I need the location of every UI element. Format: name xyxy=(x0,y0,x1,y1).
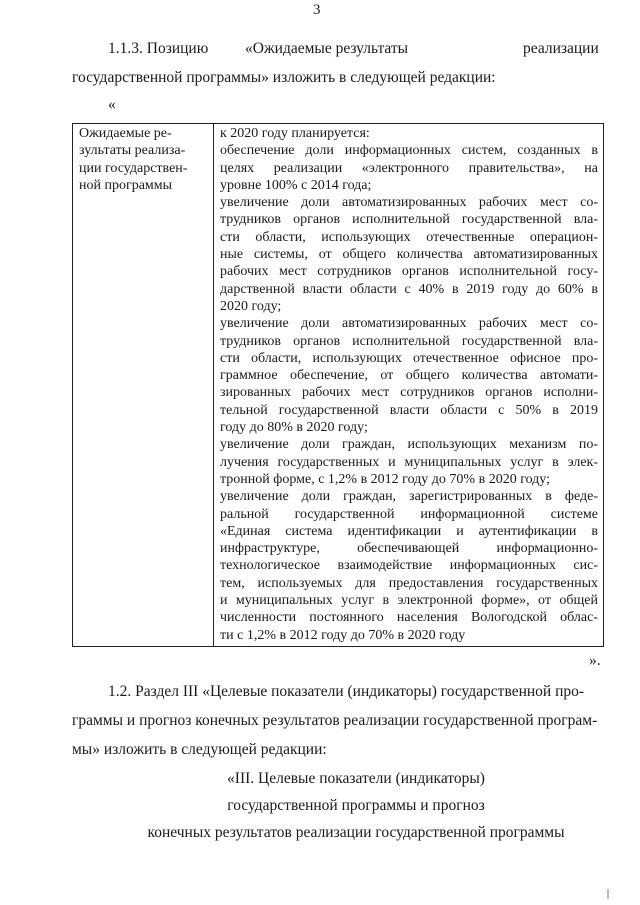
opening-quote: « xyxy=(108,96,116,113)
content-line: году до 80% в 2020 году; xyxy=(220,420,368,436)
content-line: граммное обеспечение, от общего количества автомати- xyxy=(220,368,598,384)
intro-item: 1.1.3. Позицию xyxy=(108,40,209,57)
content-cell xyxy=(214,124,604,647)
heading-line-2: государственной программы и прогноз xyxy=(227,797,485,814)
intro-tail: реализации xyxy=(523,40,599,57)
content-line: численности постоянного населения Вологодской облас- xyxy=(220,610,598,626)
label-line: Ожидаемые ре- xyxy=(79,126,172,141)
content-line: инфраструктуре, обеспечивающей информационно- xyxy=(220,541,598,557)
content-line: сти области, использующих отечественные операцион- xyxy=(220,229,598,245)
closing-quote: ». xyxy=(589,652,601,669)
heading-line-3: конечных результатов реализации государственной программы xyxy=(147,824,565,841)
content-line: целях реализации «электронного правительства», на xyxy=(220,160,598,176)
label-line: зультаты реализа- xyxy=(79,143,186,159)
intro-quoted-title: «Ожидаемые результаты xyxy=(245,40,409,57)
content-line: технологическое взаимодействие информационных сис- xyxy=(220,558,598,574)
section-line-1: 1.2. Раздел III «Целевые показатели (индикаторы) государственной про- xyxy=(108,683,585,700)
intro-line-2: государственной программы» изложить в следующей редакции: xyxy=(72,69,496,86)
content-line: увеличение доли автоматизированных рабочих мест со- xyxy=(220,195,598,211)
content-line: тем, используемых для предоставления государственных xyxy=(220,575,598,591)
content-line: увеличение доли граждан, зарегистрированных в феде- xyxy=(220,489,598,505)
label-cell xyxy=(73,124,214,647)
content-line: трудников органов исполнительной государственной вла- xyxy=(220,333,598,349)
content-line: лучения государственных и муниципальных услуг в элек- xyxy=(220,454,598,470)
label-line: ной программы xyxy=(79,177,173,193)
section-line-3: мы» изложить в следующей редакции: xyxy=(72,741,327,758)
content-line: и муниципальных услуг в электронной форме», от общей xyxy=(220,593,598,609)
content-line: тронной форме, с 1,2% в 2012 году до 70% в 2020 году; xyxy=(220,471,551,487)
label-line: ции государствен- xyxy=(79,160,188,176)
content-line: рабочих мест сотрудников органов исполнительной госу- xyxy=(220,264,598,280)
content-line: зированных рабочих мест сотрудников органов исполни- xyxy=(220,385,598,401)
heading-line-1: «III. Целевые показатели (индикаторы) xyxy=(227,770,485,787)
content-line: уровне 100% с 2014 года; xyxy=(220,177,372,193)
content-line: «Единая система идентификации и аутентификации в xyxy=(220,523,598,539)
results-table xyxy=(72,123,604,647)
content-line: сти области, использующих отечественное офисное про- xyxy=(220,350,598,366)
content-line: ти с 1,2% в 2012 году до 70% в 2020 году xyxy=(220,627,466,643)
content-line: к 2020 году планируется: xyxy=(220,126,370,141)
content-line: дарственной власти области с 40% в 2019 году до 60% в xyxy=(220,281,598,297)
content-line: увеличение доли автоматизированных рабочих мест со- xyxy=(220,316,598,332)
content-line: ные системы, от общего количества автоматизированных xyxy=(220,247,598,263)
content-line: увеличение доли граждан, использующих механизм по- xyxy=(220,437,598,453)
section-line-2: граммы и прогноз конечных результатов реализации государственной програм- xyxy=(72,712,598,729)
content-line: тельной государственной власти области с 50% в 2019 xyxy=(220,402,598,418)
content-line: 2020 году; xyxy=(220,298,282,314)
content-line: трудников органов исполнительной государственной вла- xyxy=(220,212,598,228)
page-number: 3 xyxy=(313,2,321,18)
content-line: ральной государственной информационной системе xyxy=(220,506,598,522)
table-row xyxy=(73,124,604,647)
content-line: обеспечение доли информационных систем, созданных в xyxy=(220,143,598,159)
scan-mark xyxy=(607,889,609,899)
